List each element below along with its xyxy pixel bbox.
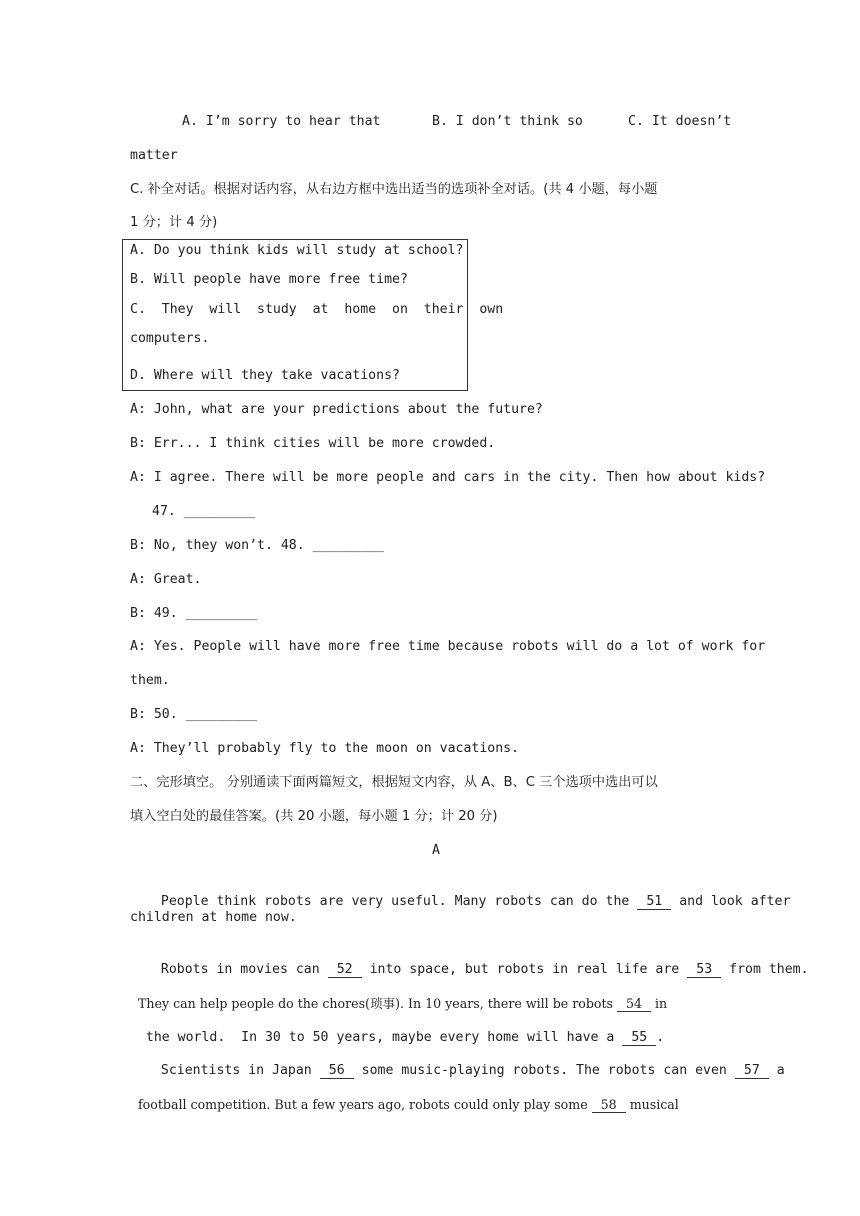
passage-line: the world. In 30 to 50 years, maybe every home will have a 55 . xyxy=(145,1030,665,1045)
section-c-instruction-2: 1 分；计 4 分) xyxy=(130,215,218,230)
blank-55: 55 xyxy=(622,1030,656,1046)
question-47: 47. _________ xyxy=(152,504,256,519)
dialogue-line: A: Great. xyxy=(130,572,202,587)
dialogue-line: A: John, what are your predictions about the future? xyxy=(130,402,543,417)
option-b: B. I don’t think so xyxy=(432,114,583,129)
dialogue-line: A: They’ll probably fly to the moon on vacations. xyxy=(130,741,520,756)
dialogue-line: A: Yes. People will have more free time because robots will do a lot of work for xyxy=(130,639,766,654)
blank-58: 58 xyxy=(592,1097,626,1113)
box-option-b: B. Will people have more free time? xyxy=(130,272,408,287)
passage-line: They can help people do the chores(琐事). In 10 years, there will be robots 54 in xyxy=(138,996,668,1011)
question-49: B: 49. _________ xyxy=(130,606,258,621)
passage-line: Scientists in Japan 56 some music-playing robots. The robots can even 57 a xyxy=(160,1063,785,1078)
question-48: B: No, they won’t. 48. _________ xyxy=(130,538,385,553)
box-option-d: D. Where will they take vacations? xyxy=(130,368,400,383)
section-2-instruction: 二、完形填空。 分别通读下面两篇短文，根据短文内容，从 A、B、C 三个选项中选出可以 xyxy=(130,775,658,790)
box-option-a: A. Do you think kids will study at school? xyxy=(130,243,464,258)
dialogue-line: B: Err... I think cities will be more crowded. xyxy=(130,436,496,451)
dialogue-line: them. xyxy=(130,673,170,688)
passage-line: children at home now. xyxy=(130,910,297,925)
box-option-c: C. They will study at home on their own xyxy=(130,302,504,317)
passage-line: football competition. But a few years ago, robots could only play some 58 musical xyxy=(138,1097,679,1112)
blank-56: 56 xyxy=(320,1063,354,1079)
blank-53: 53 xyxy=(687,962,721,978)
blank-54: 54 xyxy=(617,996,651,1012)
blank-52: 52 xyxy=(328,962,362,978)
passage-line: Robots in movies can 52 into space, but robots in real life are 53 from them. xyxy=(160,962,809,977)
option-c-continued: matter xyxy=(130,148,178,163)
option-a: A. I’m sorry to hear that xyxy=(182,114,381,129)
section-2-instruction-2: 填入空白处的最佳答案。(共 20 小题，每小题 1 分；计 20 分) xyxy=(130,809,498,824)
section-c-instruction: C. 补全对话。根据对话内容，从右边方框中选出适当的选项补全对话。(共 4 小题，每小题 xyxy=(130,182,658,197)
blank-51: 51 xyxy=(637,894,671,910)
question-50: B: 50. _________ xyxy=(130,707,258,722)
blank-57: 57 xyxy=(735,1063,769,1079)
passage-title: A xyxy=(432,843,440,858)
box-option-c-cont: computers. xyxy=(130,331,210,346)
option-c: C. It doesn’t xyxy=(628,114,732,129)
passage-line: People think robots are very useful. Many robots can do the 51 and look after xyxy=(160,894,791,909)
dialogue-line: A: I agree. There will be more people and cars in the city. Then how about kids? xyxy=(130,470,766,485)
